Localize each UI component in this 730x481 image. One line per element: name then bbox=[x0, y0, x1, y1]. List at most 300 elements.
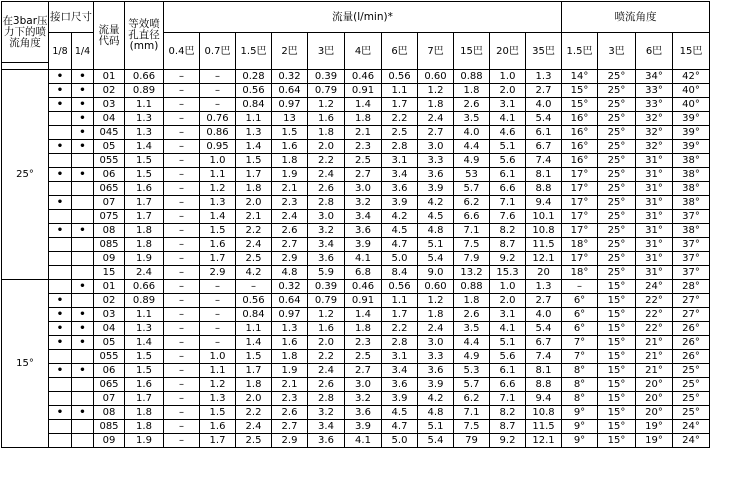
flow-value: 5.7 bbox=[454, 378, 490, 392]
flow-value: 3.6 bbox=[418, 168, 454, 182]
flow-value: – bbox=[164, 294, 200, 308]
flow-value: 0.64 bbox=[272, 294, 308, 308]
spray-angle-value: 25° bbox=[598, 224, 636, 238]
spray-angle-value: 27° bbox=[673, 308, 710, 322]
flow-value: 2.5 bbox=[345, 350, 382, 364]
spray-angle-value: 15° bbox=[598, 434, 636, 448]
table-row bbox=[2, 154, 710, 168]
spray-angle-value: 38° bbox=[673, 224, 710, 238]
spray-angle-value: 9° bbox=[562, 406, 598, 420]
spray-angle-value: 15° bbox=[598, 392, 636, 406]
connection-1-8-mark: • bbox=[49, 406, 72, 420]
spray-angle-value: 25° bbox=[598, 210, 636, 224]
connection-1-4-mark: • bbox=[72, 112, 94, 126]
flow-code: 04 bbox=[94, 112, 125, 126]
flow-value: 0.56 bbox=[236, 294, 272, 308]
flow-value: 0.76 bbox=[200, 112, 236, 126]
flow-value: 4.0 bbox=[526, 308, 562, 322]
header-pressure-angle: 在3bar压力下的喷流角度 bbox=[2, 2, 49, 63]
flow-value: 1.7 bbox=[236, 364, 272, 378]
flow-value: 7.6 bbox=[490, 210, 526, 224]
flow-value: 6.7 bbox=[526, 140, 562, 154]
flow-value: 1.8 bbox=[272, 154, 308, 168]
spray-angle-value: 19° bbox=[636, 420, 673, 434]
flow-value: 2.2 bbox=[382, 322, 418, 336]
flow-value: 9.4 bbox=[526, 392, 562, 406]
orifice-diameter: 0.89 bbox=[125, 294, 164, 308]
flow-value: 3.9 bbox=[345, 420, 382, 434]
flow-value: – bbox=[164, 350, 200, 364]
flow-value: 2.6 bbox=[272, 224, 308, 238]
header-flow-pressure: 6巴 bbox=[382, 33, 418, 70]
spray-angle-value: 24° bbox=[673, 420, 710, 434]
orifice-diameter: 1.5 bbox=[125, 168, 164, 182]
connection-1-8-mark: • bbox=[49, 336, 72, 350]
flow-value: – bbox=[200, 84, 236, 98]
flow-value: 2.0 bbox=[236, 392, 272, 406]
connection-1-4-mark bbox=[72, 210, 94, 224]
flow-code: 08 bbox=[94, 406, 125, 420]
connection-1-4-mark bbox=[72, 294, 94, 308]
spray-angle-value: 8° bbox=[562, 392, 598, 406]
orifice-diameter: 1.7 bbox=[125, 392, 164, 406]
flow-value: 1.7 bbox=[382, 308, 418, 322]
flow-value: 2.7 bbox=[272, 238, 308, 252]
flow-value: 3.9 bbox=[345, 238, 382, 252]
flow-value: 0.46 bbox=[345, 280, 382, 294]
flow-value: 3.5 bbox=[454, 112, 490, 126]
flow-value: 1.3 bbox=[526, 280, 562, 294]
header-spray-pressure: 15巴 bbox=[673, 33, 710, 70]
flow-value: 8.1 bbox=[526, 168, 562, 182]
table-row bbox=[2, 182, 710, 196]
spray-angle-value: 25° bbox=[598, 112, 636, 126]
flow-value: – bbox=[164, 210, 200, 224]
flow-value: 3.2 bbox=[345, 392, 382, 406]
spray-angle-value: 24° bbox=[673, 434, 710, 448]
flow-value: – bbox=[164, 168, 200, 182]
spray-angle-value: 17° bbox=[562, 224, 598, 238]
header-flow-pressure: 20巴 bbox=[490, 33, 526, 70]
flow-value: 3.0 bbox=[308, 210, 345, 224]
spray-angle-group: 15° bbox=[2, 280, 49, 448]
connection-1-8-mark: • bbox=[49, 322, 72, 336]
flow-value: 8.4 bbox=[382, 266, 418, 280]
flow-value: 2.9 bbox=[200, 266, 236, 280]
connection-1-4-mark: • bbox=[72, 280, 94, 294]
flow-value: 6.2 bbox=[454, 392, 490, 406]
flow-value: 9.2 bbox=[490, 434, 526, 448]
header-spray-angle: 喷流角度 bbox=[562, 2, 710, 33]
spray-angle-value: 33° bbox=[636, 98, 673, 112]
spray-angle-value: 20° bbox=[636, 406, 673, 420]
flow-value: 2.3 bbox=[272, 196, 308, 210]
flow-value: 3.0 bbox=[418, 336, 454, 350]
flow-value: 8.2 bbox=[490, 224, 526, 238]
spray-angle-value: 6° bbox=[562, 308, 598, 322]
connection-1-8-mark: • bbox=[49, 140, 72, 154]
orifice-diameter: 0.66 bbox=[125, 280, 164, 294]
flow-value: 2.1 bbox=[345, 126, 382, 140]
flow-value: 0.95 bbox=[200, 140, 236, 154]
flow-value: 0.60 bbox=[418, 70, 454, 84]
flow-value: 2.4 bbox=[418, 112, 454, 126]
table-row bbox=[2, 238, 710, 252]
flow-value: 2.6 bbox=[308, 182, 345, 196]
flow-value: 3.1 bbox=[490, 98, 526, 112]
flow-value: 2.4 bbox=[308, 168, 345, 182]
connection-1-4-mark bbox=[72, 252, 94, 266]
spray-angle-value: 31° bbox=[636, 196, 673, 210]
spray-angle-value: 15° bbox=[562, 84, 598, 98]
flow-value: 10.8 bbox=[526, 406, 562, 420]
spray-angle-value: 15° bbox=[598, 280, 636, 294]
spray-angle-value: 31° bbox=[636, 238, 673, 252]
header-angle-spacer bbox=[2, 63, 49, 70]
flow-value: 0.79 bbox=[308, 294, 345, 308]
spray-angle-value: 42° bbox=[673, 70, 710, 84]
header-flow-pressure: 35巴 bbox=[526, 33, 562, 70]
flow-value: 4.7 bbox=[382, 420, 418, 434]
flow-value: 2.4 bbox=[236, 420, 272, 434]
flow-value: 1.6 bbox=[200, 238, 236, 252]
flow-value: 2.7 bbox=[272, 420, 308, 434]
table-row bbox=[2, 336, 710, 350]
flow-code: 065 bbox=[94, 182, 125, 196]
flow-value: 8.8 bbox=[526, 182, 562, 196]
connection-1-4-mark: • bbox=[72, 336, 94, 350]
flow-value: 2.9 bbox=[272, 252, 308, 266]
flow-value: 0.39 bbox=[308, 280, 345, 294]
flow-value: 1.5 bbox=[200, 224, 236, 238]
connection-1-4-mark bbox=[72, 182, 94, 196]
connection-1-4-mark: • bbox=[72, 98, 94, 112]
orifice-diameter: 1.1 bbox=[125, 98, 164, 112]
connection-1-8-mark bbox=[49, 210, 72, 224]
table-row bbox=[2, 406, 710, 420]
connection-1-8-mark bbox=[49, 154, 72, 168]
flow-value: 2.7 bbox=[526, 84, 562, 98]
flow-value: 1.2 bbox=[308, 308, 345, 322]
flow-value: 1.8 bbox=[236, 378, 272, 392]
header-spray-pressure: 6巴 bbox=[636, 33, 673, 70]
flow-value: 1.2 bbox=[418, 84, 454, 98]
flow-value: 5.0 bbox=[382, 252, 418, 266]
spray-angle-group: 25° bbox=[2, 70, 49, 280]
flow-value: 0.64 bbox=[272, 84, 308, 98]
flow-value: 1.8 bbox=[418, 308, 454, 322]
connection-1-4-mark: • bbox=[72, 140, 94, 154]
flow-value: 1.1 bbox=[200, 168, 236, 182]
flow-value: 6.6 bbox=[490, 182, 526, 196]
flow-value: 1.4 bbox=[200, 210, 236, 224]
flow-value: 12.1 bbox=[526, 434, 562, 448]
spray-angle-value: 38° bbox=[673, 168, 710, 182]
flow-value: 3.6 bbox=[382, 182, 418, 196]
connection-1-8-mark: • bbox=[49, 224, 72, 238]
flow-value: – bbox=[236, 280, 272, 294]
flow-code: 06 bbox=[94, 168, 125, 182]
spray-angle-value: 25° bbox=[598, 168, 636, 182]
flow-value: 1.4 bbox=[345, 98, 382, 112]
flow-code: 04 bbox=[94, 322, 125, 336]
flow-code: 07 bbox=[94, 392, 125, 406]
connection-1-8-mark bbox=[49, 350, 72, 364]
flow-value: 0.79 bbox=[308, 84, 345, 98]
flow-value: 2.1 bbox=[236, 210, 272, 224]
flow-value: 5.6 bbox=[490, 154, 526, 168]
connection-1-8-mark bbox=[49, 434, 72, 448]
flow-value: 2.6 bbox=[272, 406, 308, 420]
flow-value: 3.1 bbox=[382, 350, 418, 364]
flow-value: 2.2 bbox=[236, 224, 272, 238]
flow-value: – bbox=[164, 70, 200, 84]
flow-value: 4.5 bbox=[382, 406, 418, 420]
connection-1-8-mark: • bbox=[49, 98, 72, 112]
flow-value: 10.8 bbox=[526, 224, 562, 238]
spray-angle-value: 40° bbox=[673, 84, 710, 98]
flow-value: 5.1 bbox=[418, 420, 454, 434]
spray-angle-value: 25° bbox=[598, 252, 636, 266]
flow-code: 085 bbox=[94, 238, 125, 252]
spray-angle-value: 34° bbox=[636, 70, 673, 84]
orifice-diameter: 1.3 bbox=[125, 126, 164, 140]
flow-value: 3.3 bbox=[418, 350, 454, 364]
flow-value: 0.32 bbox=[272, 280, 308, 294]
flow-value: 7.4 bbox=[526, 350, 562, 364]
flow-value: 1.6 bbox=[272, 140, 308, 154]
header-flow-pressure: 1.5巴 bbox=[236, 33, 272, 70]
orifice-diameter: 1.7 bbox=[125, 210, 164, 224]
flow-value: 3.4 bbox=[382, 364, 418, 378]
orifice-diameter: 1.8 bbox=[125, 238, 164, 252]
connection-1-4-mark bbox=[72, 266, 94, 280]
flow-value: 11.5 bbox=[526, 420, 562, 434]
flow-value: 12.1 bbox=[526, 252, 562, 266]
flow-value: 1.3 bbox=[200, 196, 236, 210]
spray-angle-value: 16° bbox=[562, 140, 598, 154]
flow-value: 0.86 bbox=[200, 126, 236, 140]
flow-value: – bbox=[164, 322, 200, 336]
flow-value: – bbox=[164, 112, 200, 126]
spray-angle-value: 40° bbox=[673, 98, 710, 112]
flow-value: 2.2 bbox=[236, 406, 272, 420]
connection-1-8-mark bbox=[49, 238, 72, 252]
spray-angle-value: 38° bbox=[673, 182, 710, 196]
connection-1-4-mark: • bbox=[72, 126, 94, 140]
flow-value: 5.4 bbox=[526, 322, 562, 336]
flow-value: 5.4 bbox=[418, 434, 454, 448]
flow-value: 13.2 bbox=[454, 266, 490, 280]
flow-value: 1.3 bbox=[272, 322, 308, 336]
flow-value: 3.9 bbox=[418, 182, 454, 196]
flow-value: 2.1 bbox=[272, 378, 308, 392]
spray-angle-value: 32° bbox=[636, 112, 673, 126]
flow-value: 7.1 bbox=[454, 406, 490, 420]
flow-value: 2.5 bbox=[382, 126, 418, 140]
flow-value: – bbox=[200, 308, 236, 322]
spray-angle-value: 37° bbox=[673, 266, 710, 280]
spray-angle-value: 26° bbox=[673, 322, 710, 336]
flow-value: – bbox=[200, 336, 236, 350]
flow-value: 0.56 bbox=[382, 70, 418, 84]
flow-value: 1.9 bbox=[272, 168, 308, 182]
flow-value: 4.9 bbox=[454, 154, 490, 168]
flow-value: 2.3 bbox=[272, 392, 308, 406]
header-connection-size: 接口尺寸 bbox=[49, 2, 94, 33]
flow-value: – bbox=[164, 98, 200, 112]
flow-value: 15.3 bbox=[490, 266, 526, 280]
flow-value: 7.5 bbox=[454, 420, 490, 434]
flow-value: 53 bbox=[454, 168, 490, 182]
flow-value: 2.6 bbox=[308, 378, 345, 392]
flow-value: 1.6 bbox=[308, 112, 345, 126]
flow-value: – bbox=[164, 434, 200, 448]
orifice-diameter: 1.5 bbox=[125, 350, 164, 364]
flow-value: 2.0 bbox=[308, 140, 345, 154]
spray-angle-value: 15° bbox=[598, 378, 636, 392]
flow-code: 075 bbox=[94, 210, 125, 224]
connection-1-4-mark bbox=[72, 196, 94, 210]
flow-value: 5.4 bbox=[418, 252, 454, 266]
flow-value: 9.0 bbox=[418, 266, 454, 280]
flow-value: 2.1 bbox=[272, 182, 308, 196]
flow-code: 03 bbox=[94, 308, 125, 322]
connection-1-4-mark: • bbox=[72, 406, 94, 420]
spray-angle-value: 32° bbox=[636, 140, 673, 154]
connection-1-8-mark: • bbox=[49, 364, 72, 378]
flow-value: 7.4 bbox=[526, 154, 562, 168]
flow-code: 06 bbox=[94, 364, 125, 378]
spray-angle-value: 31° bbox=[636, 252, 673, 266]
spray-angle-value: 28° bbox=[673, 280, 710, 294]
spray-angle-value: 31° bbox=[636, 182, 673, 196]
connection-1-4-mark bbox=[72, 350, 94, 364]
table-row bbox=[2, 420, 710, 434]
flow-value: 3.6 bbox=[345, 406, 382, 420]
header-flow-pressure: 3巴 bbox=[308, 33, 345, 70]
flow-value: 1.8 bbox=[272, 350, 308, 364]
flow-value: 3.6 bbox=[308, 434, 345, 448]
flow-value: 5.9 bbox=[308, 266, 345, 280]
spray-angle-value: 15° bbox=[562, 98, 598, 112]
flow-value: 2.4 bbox=[418, 322, 454, 336]
flow-value: 3.4 bbox=[382, 168, 418, 182]
flow-value: 0.60 bbox=[418, 280, 454, 294]
orifice-diameter: 1.8 bbox=[125, 420, 164, 434]
table-row bbox=[2, 210, 710, 224]
spray-angle-value: 26° bbox=[673, 350, 710, 364]
connection-1-8-mark: • bbox=[49, 84, 72, 98]
flow-code: 09 bbox=[94, 252, 125, 266]
flow-value: 3.9 bbox=[418, 378, 454, 392]
flow-value: 0.91 bbox=[345, 84, 382, 98]
flow-value: 2.8 bbox=[308, 392, 345, 406]
flow-value: 4.2 bbox=[236, 266, 272, 280]
header-flow-pressure: 0.7巴 bbox=[200, 33, 236, 70]
flow-value: 6.7 bbox=[526, 336, 562, 350]
spray-angle-value: 20° bbox=[636, 392, 673, 406]
spray-angle-value: 25° bbox=[598, 154, 636, 168]
flow-value: 1.2 bbox=[200, 378, 236, 392]
flow-value: – bbox=[200, 294, 236, 308]
flow-value: 1.8 bbox=[418, 98, 454, 112]
spray-angle-value: 27° bbox=[673, 294, 710, 308]
flow-code: 01 bbox=[94, 70, 125, 84]
flow-value: 1.0 bbox=[200, 350, 236, 364]
spray-angle-value: – bbox=[562, 280, 598, 294]
flow-value: 4.2 bbox=[418, 196, 454, 210]
flow-value: 3.9 bbox=[382, 196, 418, 210]
flow-value: 1.8 bbox=[454, 84, 490, 98]
flow-value: – bbox=[164, 420, 200, 434]
flow-value: – bbox=[164, 182, 200, 196]
flow-value: 6.1 bbox=[526, 126, 562, 140]
orifice-diameter: 1.5 bbox=[125, 364, 164, 378]
flow-code: 09 bbox=[94, 434, 125, 448]
spray-angle-value: 17° bbox=[562, 196, 598, 210]
flow-value: – bbox=[200, 98, 236, 112]
flow-value: 1.3 bbox=[236, 126, 272, 140]
table-row bbox=[2, 266, 710, 280]
flow-value: 2.6 bbox=[454, 98, 490, 112]
flow-code: 085 bbox=[94, 420, 125, 434]
flow-value: – bbox=[164, 378, 200, 392]
connection-1-8-mark bbox=[49, 378, 72, 392]
spray-angle-value: 8° bbox=[562, 364, 598, 378]
flow-value: 1.2 bbox=[200, 182, 236, 196]
spray-angle-value: 25° bbox=[673, 392, 710, 406]
connection-1-4-mark bbox=[72, 154, 94, 168]
spray-angle-value: 21° bbox=[636, 364, 673, 378]
flow-value: 4.9 bbox=[454, 350, 490, 364]
connection-1-8-mark bbox=[49, 112, 72, 126]
spray-angle-value: 15° bbox=[598, 350, 636, 364]
flow-value: – bbox=[200, 322, 236, 336]
flow-code: 02 bbox=[94, 294, 125, 308]
flow-value: – bbox=[200, 280, 236, 294]
spray-angle-value: 39° bbox=[673, 112, 710, 126]
table-row bbox=[2, 112, 710, 126]
flow-value: 2.8 bbox=[382, 336, 418, 350]
flow-value: 0.88 bbox=[454, 70, 490, 84]
flow-value: 0.97 bbox=[272, 98, 308, 112]
flow-value: 4.5 bbox=[418, 210, 454, 224]
spray-angle-value: 22° bbox=[636, 308, 673, 322]
flow-value: 1.3 bbox=[200, 392, 236, 406]
spray-angle-value: 15° bbox=[598, 322, 636, 336]
table-row bbox=[2, 350, 710, 364]
flow-value: 0.56 bbox=[236, 84, 272, 98]
flow-code: 01 bbox=[94, 280, 125, 294]
flow-value: 3.0 bbox=[345, 378, 382, 392]
spray-angle-value: 31° bbox=[636, 168, 673, 182]
flow-value: 2.7 bbox=[345, 168, 382, 182]
flow-value: 20 bbox=[526, 266, 562, 280]
connection-1-4-mark bbox=[72, 420, 94, 434]
flow-value: 1.5 bbox=[200, 406, 236, 420]
flow-value: 8.7 bbox=[490, 420, 526, 434]
header-flow-pressure: 0.4巴 bbox=[164, 33, 200, 70]
spray-angle-value: 16° bbox=[562, 154, 598, 168]
flow-value: 1.6 bbox=[308, 322, 345, 336]
flow-value: 3.0 bbox=[418, 140, 454, 154]
flow-value: – bbox=[164, 196, 200, 210]
table-row bbox=[2, 196, 710, 210]
spray-angle-value: 16° bbox=[562, 126, 598, 140]
flow-value: 4.8 bbox=[272, 266, 308, 280]
table-row bbox=[2, 84, 710, 98]
